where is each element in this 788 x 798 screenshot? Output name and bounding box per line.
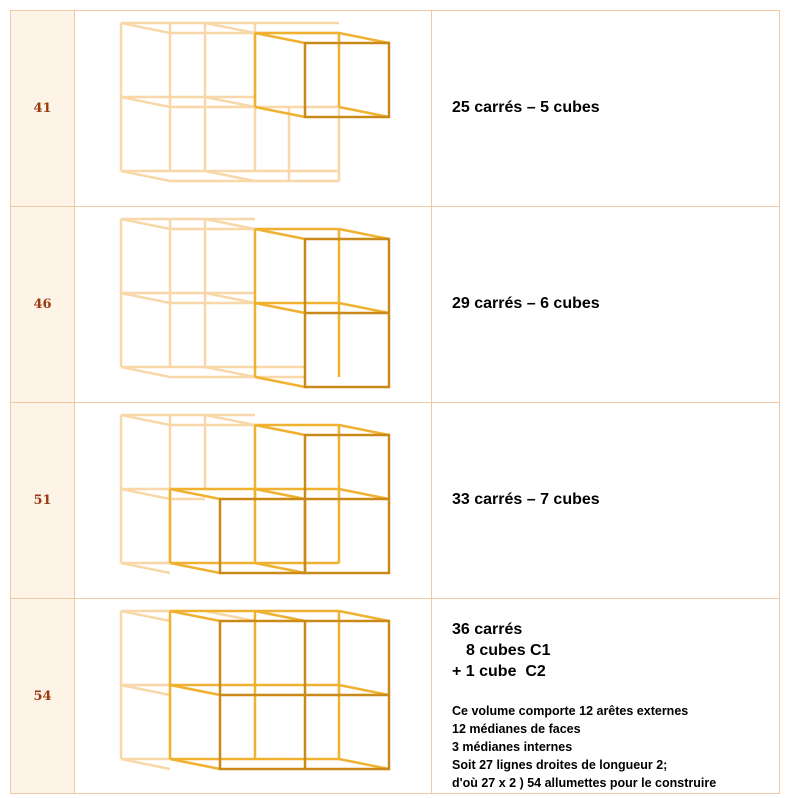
matchstick-table — [10, 10, 780, 794]
row-text-line-3: + 1 cube C2 — [452, 663, 546, 680]
cube-figure-cell — [75, 207, 432, 402]
cube-figure-cell — [75, 403, 432, 598]
row-number-cell — [11, 599, 75, 793]
note-line-3: 3 médianes internes — [452, 740, 573, 754]
cube-figure-cell — [75, 599, 432, 793]
row-text-line-1: 36 carrés — [452, 621, 523, 638]
row-number: 46 — [33, 297, 52, 312]
row-text: 33 carrés – 7 cubes — [452, 491, 600, 508]
note-line-4: Soit 27 lignes droites de longueur 2; — [452, 758, 668, 772]
highlight-cube-back — [255, 33, 389, 117]
row-number: 54 — [33, 688, 52, 704]
description-cell — [432, 403, 779, 598]
background-cubes-lines — [121, 23, 339, 181]
row-text: 29 carrés – 6 cubes — [452, 295, 600, 312]
row-number: 51 — [33, 493, 52, 508]
row-number: 41 — [33, 101, 52, 116]
description-cell — [432, 599, 779, 793]
note-line-1: Ce volume comporte 12 arêtes externes — [452, 704, 689, 718]
cube-structure-figure — [75, 403, 432, 598]
cube-structure-figure — [75, 599, 432, 793]
table-row — [11, 207, 779, 402]
row-number-cell — [11, 403, 75, 598]
row-number-cell — [11, 207, 75, 402]
row-text: 25 carrés – 5 cubes — [452, 99, 600, 116]
row-number-cell — [11, 11, 75, 206]
note-line-5: d'où 27 x 2 ) 54 allumettes pour le construire — [452, 776, 717, 790]
row-text-line-2: 8 cubes C1 — [466, 642, 551, 659]
cube-figure-cell — [75, 11, 432, 206]
table-row — [11, 599, 779, 793]
description-cell — [432, 207, 779, 402]
table-row — [11, 403, 779, 598]
description-cell — [432, 11, 779, 206]
table-row — [11, 11, 779, 206]
note-line-2: 12 médianes de faces — [452, 722, 581, 736]
cube-structure-figure — [75, 207, 432, 402]
cube-structure-figure — [75, 11, 432, 206]
